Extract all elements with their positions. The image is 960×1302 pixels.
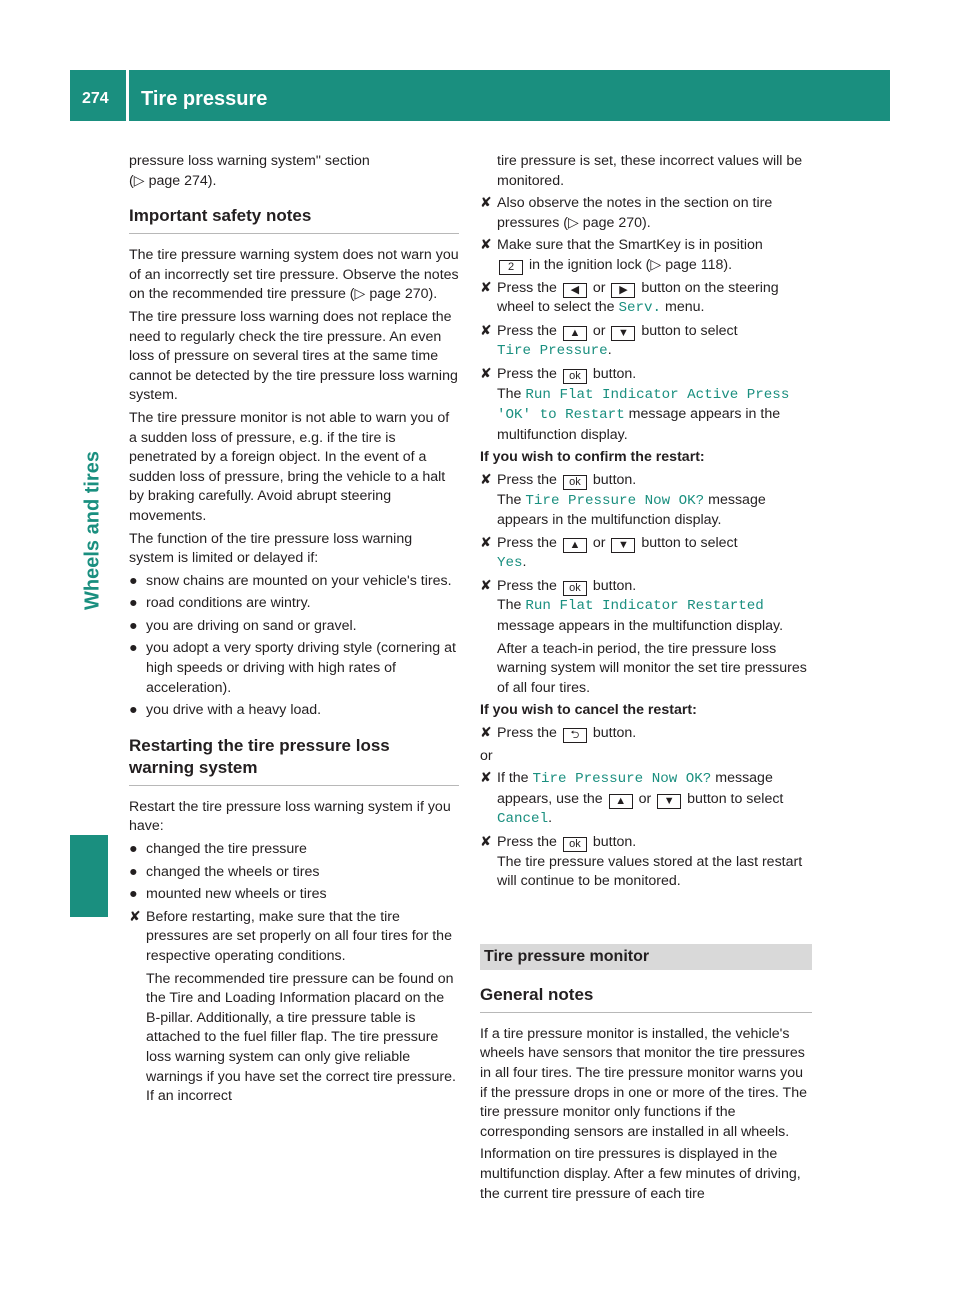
ok-key-icon: ok: [563, 369, 587, 384]
step-arrow-icon: ✘: [480, 770, 492, 787]
divider: [129, 233, 459, 234]
or-text: or: [480, 747, 493, 764]
up-key-icon: ▲: [609, 794, 633, 809]
paragraph: tire pressure is set, these incorrect values will be monitored.: [497, 153, 803, 189]
divider: [480, 1012, 812, 1013]
subheading-confirm: If you wish to confirm the restart:: [480, 449, 705, 466]
step-arrow-icon: ✘: [480, 834, 492, 850]
list-item: ● mounted new wheels or tires: [129, 885, 459, 905]
step-arrow-icon: ✘: [480, 237, 492, 254]
step-arrow-icon: ✘: [129, 908, 141, 925]
key-position-icon: 2: [499, 260, 523, 275]
paragraph: The tire pressure warning system does not warn you of an incorrectly set tire pressure. Observe the notes on the recommended tire pressure (▷ page 270).: [129, 247, 459, 303]
heading-general: General notes: [480, 984, 594, 1004]
step: ✘ Press the ▲ or ▼ button to select Yes.: [480, 534, 738, 572]
step-arrow-icon: ✘: [480, 195, 492, 212]
step-arrow-icon: ✘: [480, 471, 492, 488]
heading-restart: Restarting the tire pressure loss warning system: [129, 735, 390, 777]
bullet-icon: ●: [129, 886, 138, 903]
list-item: ● you drive with a heavy load.: [129, 701, 459, 721]
paragraph: The tire pressure loss warning does not replace the need to regularly check the tire pressure. An even loss of pressure on several tires at the same time cannot be detected by the tire pressure loss warning system.: [129, 308, 458, 404]
step-arrow-icon: ✘: [480, 365, 492, 382]
step: ✘ Press the ◀ or ▶ button on the steering wheel to select the Serv. menu.: [480, 279, 779, 317]
side-tab-label: Wheels and tires: [81, 451, 104, 610]
paragraph: The recommended tire pressure can be found on the Tire and Loading Information placard on the B-pillar. Additionally, a tire pressure table is attached to the fuel filler flap. The tire pressure loss warning system can only give reliable warnings if you have set the correct tire pressure. If an incorrect: [146, 970, 456, 1105]
paragraph: Information on tire pressures is displayed in the multifunction display. After a few minutes of driving, the current tire pressure of each tire: [480, 1146, 801, 1202]
list-item: ● changed the wheels or tires: [129, 863, 459, 883]
step: ✘ Press the ok button. The Run Flat Indicator Restarted message appears in the multifunction display.: [480, 577, 784, 635]
step-arrow-icon: ✘: [480, 322, 492, 339]
step: ✘ If the Tire Pressure Now OK? message appears, use the ▲ or ▼ button to select Cancel.: [480, 770, 784, 828]
paragraph: The tire pressure monitor is not able to warn you of a sudden loss of pressure, e.g. if the tire is penetrated by a foreign object. In the event of a sudden loss of pressure, bring the vehicle to a halt by braking carefully. Avoid abrupt steering movements.: [129, 409, 450, 524]
bullet-icon: ●: [129, 617, 138, 634]
bullet-icon: ●: [129, 572, 138, 589]
step: ✘ Press the ▲ or ▼ button to select Tire Pressure.: [480, 322, 738, 360]
section-banner: Tire pressure monitor: [480, 944, 812, 970]
bullet-icon: ●: [129, 702, 138, 719]
right-column: [480, 152, 812, 1207]
paragraph: If a tire pressure monitor is installed, the vehicle's wheels have sensors that monitor the tire pressures in all four tires. The tire pressure monitor warns you if the pressure drops in one or more of the tires. The tire pressure monitor only functions if the corresponding sensors are installed in all wheels.: [480, 1025, 808, 1140]
list-item: ● you adopt a very sporty driving style (cornering at high speeds or driving with high rates of acceleration).: [129, 640, 456, 696]
side-tab-marker: [70, 835, 108, 917]
paragraph: The function of the tire pressure loss warning system is limited or delayed if:: [129, 530, 413, 567]
left-arrow-key-icon: ◀: [563, 283, 587, 298]
bullet-icon: ●: [129, 841, 138, 858]
left-column: [129, 152, 459, 1110]
list-item: ● changed the tire pressure: [129, 840, 459, 860]
step: ✘ Press the ok button. The Run Flat Indicator Active Press 'OK' to Restart message appears in the multifunction display.: [480, 365, 790, 443]
list-item: ● snow chains are mounted on your vehicle's tires.: [129, 572, 459, 592]
page-number: 274: [82, 90, 109, 107]
side-tab: [70, 121, 108, 835]
step: ✘ Press the ok button. The tire pressure values stored at the last restart will continue to be monitored.: [480, 834, 803, 890]
step-arrow-icon: ✘: [480, 725, 492, 742]
step: ✘ Press the ok button. The Tire Pressure Now OK? message appears in the multifunction display.: [480, 471, 766, 529]
up-key-icon: ▲: [563, 326, 587, 341]
list-item: ● you are driving on sand or gravel.: [129, 617, 459, 637]
intro-text: pressure loss warning system" section (▷ page 274).: [129, 153, 370, 189]
down-key-icon: ▼: [611, 538, 635, 553]
step-arrow-icon: ✘: [480, 534, 492, 551]
ok-key-icon: ok: [563, 581, 587, 596]
up-key-icon: ▲: [563, 538, 587, 553]
step-arrow-icon: ✘: [480, 577, 492, 594]
step-arrow-icon: ✘: [480, 279, 492, 296]
down-key-icon: ▼: [611, 326, 635, 341]
step: ✘ Before restarting, make sure that the tire pressures are set properly on all four tires for the respective operating conditions.: [129, 908, 452, 964]
page-title: Tire pressure: [141, 88, 268, 110]
step: ✘ Press the ⮌ button.: [480, 724, 812, 744]
paragraph: Restart the tire pressure loss warning system if you have:: [129, 798, 451, 835]
right-arrow-key-icon: ▶: [611, 283, 635, 298]
step: ✘ Make sure that the SmartKey is in position 2 in the ignition lock (▷ page 118).: [480, 237, 763, 273]
bullet-icon: ●: [129, 640, 138, 657]
back-key-icon: ⮌: [563, 728, 587, 743]
ok-key-icon: ok: [563, 837, 587, 852]
bullet-icon: ●: [129, 595, 138, 612]
list-item: ● road conditions are wintry.: [129, 594, 459, 614]
step: ✘ Also observe the notes in the section on tire pressures (▷ page 270).: [480, 195, 773, 231]
heading-safety: Important safety notes: [129, 206, 312, 226]
bullet-icon: ●: [129, 863, 138, 880]
subheading-cancel: If you wish to cancel the restart:: [480, 702, 697, 719]
header-divider: [126, 70, 129, 121]
ok-key-icon: ok: [563, 475, 587, 490]
paragraph: After a teach-in period, the tire pressure loss warning system will monitor the set tire pressures of all four tires.: [497, 640, 807, 696]
divider: [129, 785, 459, 786]
down-key-icon: ▼: [657, 794, 681, 809]
